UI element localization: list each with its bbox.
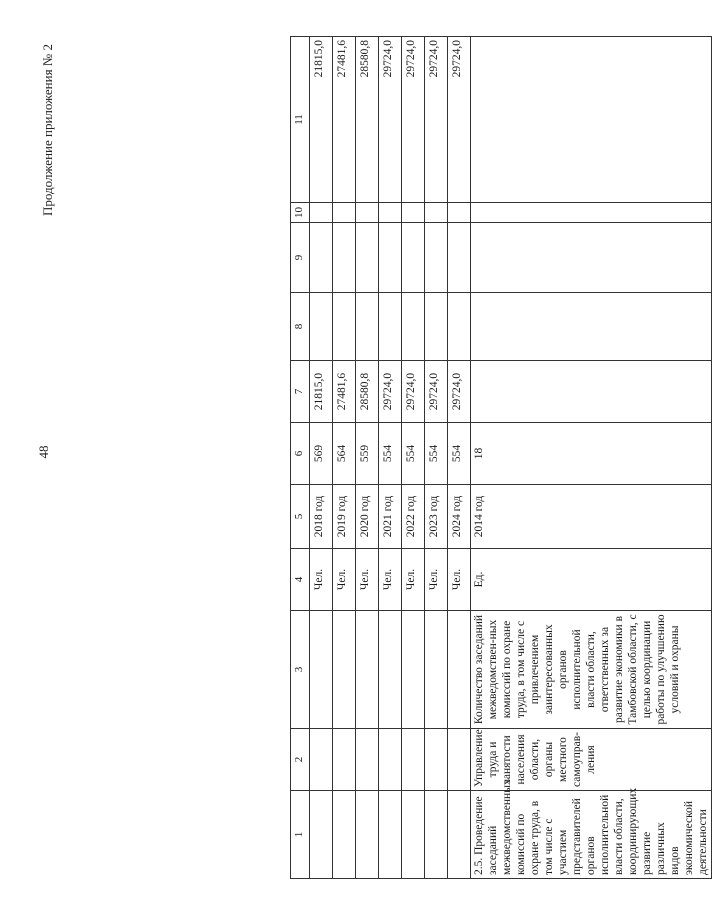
table-row-main-activity bbox=[471, 37, 712, 879]
amount-cell: 21815,0 bbox=[310, 361, 333, 423]
header-row bbox=[291, 37, 310, 879]
unit-cell: Чел. bbox=[379, 549, 402, 611]
continuation-label: Продолжение приложения № 2 bbox=[40, 44, 55, 216]
cell-empty bbox=[310, 729, 333, 791]
unit-cell: Чел. bbox=[356, 549, 379, 611]
cell-empty bbox=[379, 791, 402, 879]
header-col-5: 5 bbox=[291, 485, 310, 549]
cell-empty bbox=[448, 791, 471, 879]
cell-empty bbox=[356, 729, 379, 791]
year-cell: 2024 год bbox=[448, 485, 471, 549]
year-cell: 2023 год bbox=[425, 485, 448, 549]
header-col-7: 7 bbox=[291, 361, 310, 423]
table-row bbox=[333, 37, 356, 879]
total-cell: 29724,0 bbox=[448, 37, 471, 203]
cell-empty bbox=[379, 223, 402, 293]
cell-empty bbox=[356, 791, 379, 879]
cell-empty bbox=[379, 203, 402, 223]
count-cell: 554 bbox=[379, 423, 402, 485]
cell-empty bbox=[425, 203, 448, 223]
cell-empty bbox=[471, 293, 712, 361]
table-row bbox=[356, 37, 379, 879]
cell-empty bbox=[448, 203, 471, 223]
cell-empty bbox=[310, 223, 333, 293]
total-cell: 29724,0 bbox=[425, 37, 448, 203]
cell-empty bbox=[310, 203, 333, 223]
header-col-11: 11 bbox=[291, 37, 310, 203]
amount-cell: 29724,0 bbox=[425, 361, 448, 423]
cell-empty bbox=[379, 729, 402, 791]
cell-empty bbox=[471, 37, 712, 203]
header-col-9: 9 bbox=[291, 223, 310, 293]
table-row bbox=[425, 37, 448, 879]
cell-empty bbox=[425, 223, 448, 293]
year-cell: 2019 год bbox=[333, 485, 356, 549]
table-row bbox=[310, 37, 333, 879]
count-cell: 554 bbox=[425, 423, 448, 485]
cell-empty bbox=[333, 611, 356, 729]
total-cell: 21815,0 bbox=[310, 37, 333, 203]
cell-empty bbox=[402, 293, 425, 361]
total-cell: 27481,6 bbox=[333, 37, 356, 203]
header-col-6: 6 bbox=[291, 423, 310, 485]
table-row bbox=[402, 37, 425, 879]
year-cell: 2014 год bbox=[471, 485, 712, 549]
count-cell: 18 bbox=[471, 423, 712, 485]
cell-empty bbox=[402, 203, 425, 223]
cell-empty bbox=[333, 223, 356, 293]
unit-cell: Чел. bbox=[402, 549, 425, 611]
amount-cell: 29724,0 bbox=[379, 361, 402, 423]
cell-empty bbox=[448, 293, 471, 361]
header-col-8: 8 bbox=[291, 293, 310, 361]
header-col-10: 10 bbox=[291, 203, 310, 223]
unit-cell: Чел. bbox=[425, 549, 448, 611]
header-col-3: 3 bbox=[291, 611, 310, 729]
unit-cell: Чел. bbox=[448, 549, 471, 611]
year-cell: 2022 год bbox=[402, 485, 425, 549]
cell-empty bbox=[425, 611, 448, 729]
cell-empty bbox=[448, 729, 471, 791]
cell-empty bbox=[471, 361, 712, 423]
cell-empty bbox=[379, 293, 402, 361]
total-cell: 29724,0 bbox=[402, 37, 425, 203]
cell-empty bbox=[356, 203, 379, 223]
rotated-table-container bbox=[290, 37, 709, 879]
count-cell: 569 bbox=[310, 423, 333, 485]
table-row bbox=[379, 37, 402, 879]
cell-empty bbox=[402, 223, 425, 293]
cell-empty bbox=[333, 729, 356, 791]
cell-empty bbox=[356, 223, 379, 293]
cell-empty bbox=[471, 203, 712, 223]
cell-empty bbox=[310, 293, 333, 361]
cell-empty bbox=[379, 611, 402, 729]
unit-cell: Ед. bbox=[471, 549, 712, 611]
year-cell: 2020 год bbox=[356, 485, 379, 549]
cell-empty bbox=[356, 293, 379, 361]
appendix-table bbox=[290, 36, 712, 879]
total-cell: 28580,8 bbox=[356, 37, 379, 203]
cell-empty bbox=[425, 293, 448, 361]
cell-empty bbox=[402, 729, 425, 791]
cell-empty bbox=[356, 611, 379, 729]
unit-cell: Чел. bbox=[310, 549, 333, 611]
cell-empty bbox=[448, 223, 471, 293]
cell-empty bbox=[333, 203, 356, 223]
year-cell: 2018 год bbox=[310, 485, 333, 549]
cell-empty bbox=[471, 223, 712, 293]
total-cell: 29724,0 bbox=[379, 37, 402, 203]
count-cell: 564 bbox=[333, 423, 356, 485]
amount-cell: 29724,0 bbox=[402, 361, 425, 423]
cell-empty bbox=[333, 791, 356, 879]
cell-empty bbox=[402, 791, 425, 879]
cell-empty bbox=[448, 611, 471, 729]
header-col-2: 2 bbox=[291, 729, 310, 791]
activity-description: 2.5. Проведение заседаний межведомственных комиссий по охране труда, в том числе с участием представителей органов исполнительной власти области, координирующих развитие различных видов экономической деятельности bbox=[471, 791, 712, 879]
amount-cell: 29724,0 bbox=[448, 361, 471, 423]
table-row bbox=[448, 37, 471, 879]
cell-empty bbox=[425, 729, 448, 791]
page-number: 48 bbox=[36, 445, 51, 459]
cell-empty bbox=[402, 611, 425, 729]
count-cell: 559 bbox=[356, 423, 379, 485]
header-col-1: 1 bbox=[291, 791, 310, 879]
year-cell: 2021 год bbox=[379, 485, 402, 549]
unit-cell: Чел. bbox=[333, 549, 356, 611]
header-col-4: 4 bbox=[291, 549, 310, 611]
cell-empty bbox=[425, 791, 448, 879]
count-cell: 554 bbox=[402, 423, 425, 485]
cell-empty bbox=[333, 293, 356, 361]
indicator-description: Количество заседаний межведомствен-ных комиссий по охране труда, в том числе с привлечением заинтересованных органов исполнительной власти области, ответственных за развитие экономики в Тамбовской области, с целью координации работы по улучшению условий и охраны bbox=[471, 611, 712, 729]
responsible-executor: Управление труда и занятости населения области, органы местного самоуправ-ления bbox=[471, 729, 712, 791]
count-cell: 554 bbox=[448, 423, 471, 485]
amount-cell: 27481,6 bbox=[333, 361, 356, 423]
cell-empty bbox=[310, 611, 333, 729]
cell-empty bbox=[310, 791, 333, 879]
amount-cell: 28580,8 bbox=[356, 361, 379, 423]
